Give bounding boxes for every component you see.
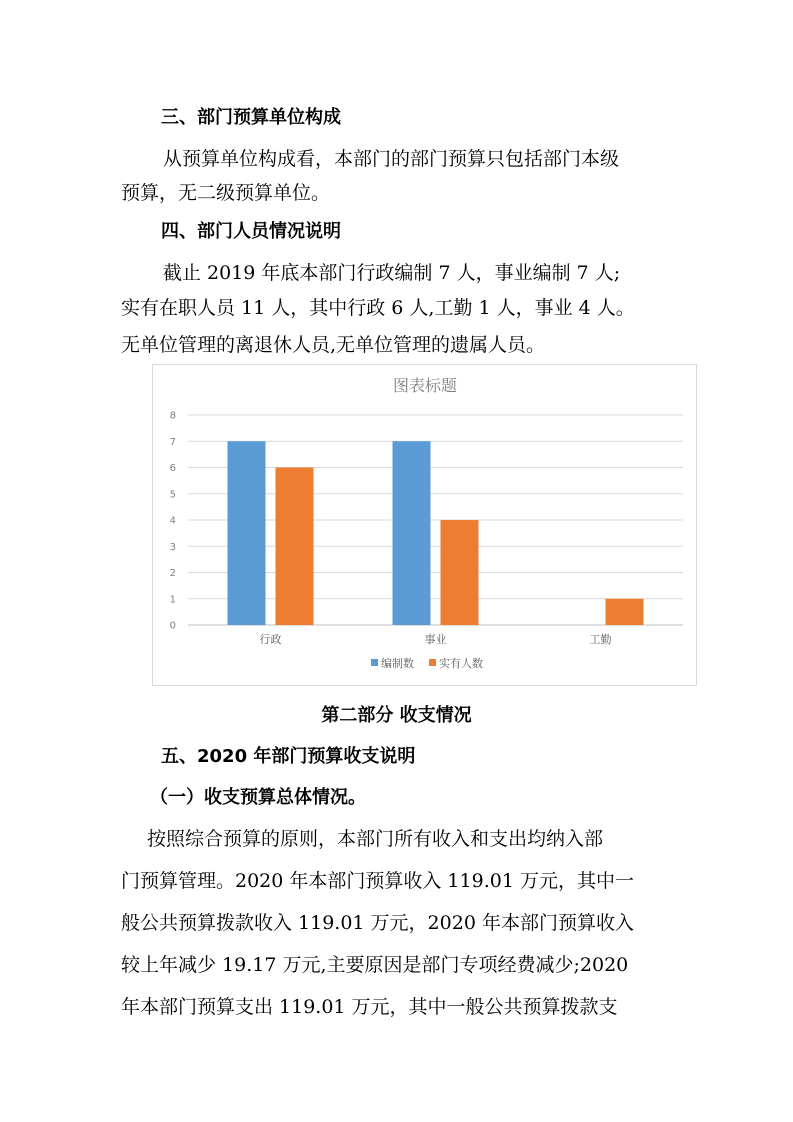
paragraph-line: 预算，无二级预算单位。 [121, 182, 331, 204]
y-tick-label: 3 [169, 541, 176, 553]
bar-actual [606, 599, 644, 625]
paragraph-line: 年本部门预算支出 119.01 万元，其中一般公共预算拨款支 [121, 996, 618, 1018]
paragraph-line: 般公共预算拨款收入 119.01 万元，2020 年本部门预算收入 [121, 912, 634, 934]
chart-canvas [153, 365, 696, 685]
legend-swatch [429, 659, 436, 666]
part-title: 第二部分 收支情况 [321, 705, 472, 726]
y-tick-label: 0 [169, 620, 176, 632]
paragraph-line: 实有在职人员 11 人，其中行政 6 人,工勤 1 人，事业 4 人。 [121, 297, 635, 319]
chart-title: 图表标题 [392, 376, 458, 395]
y-tick-label: 6 [169, 463, 176, 474]
y-tick-label: 2 [169, 568, 176, 579]
paragraph-line: 截止 2019 年底本部门行政编制 7 人，事业编制 7 人; [163, 262, 621, 284]
y-tick-label: 4 [169, 515, 176, 527]
paragraph-line: 无单位管理的离退休人员,无单位管理的遗属人员。 [121, 334, 546, 356]
bar-actual [276, 468, 314, 626]
paragraph-line: 较上年减少 19.17 万元,主要原因是部门专项经费减少;2020 [121, 954, 629, 976]
section-heading-3: 三、部门预算单位构成 [161, 107, 341, 128]
sub-heading: （一）收支预算总体情况。 [150, 787, 366, 808]
paragraph-line: 从预算单位构成看，本部门的部门预算只包括部门本级 [163, 148, 620, 170]
paragraph-line: 按照综合预算的原则，本部门所有收入和支出均纳入部 [147, 828, 604, 850]
bar-quota [393, 441, 431, 625]
y-tick-label: 7 [169, 436, 176, 448]
y-tick-label: 5 [169, 489, 176, 501]
bar-quota [228, 441, 266, 625]
section-heading-5: 五、2020 年部门预算收支说明 [161, 746, 416, 767]
legend-label: 实有人数 [439, 657, 483, 670]
paragraph-line: 门预算管理。2020 年本部门预算收入 119.01 万元，其中一 [121, 870, 634, 892]
legend-label: 编制数 [381, 657, 414, 670]
staff-chart [152, 364, 697, 686]
legend-swatch [371, 659, 378, 666]
category-label: 事业 [424, 633, 447, 646]
category-label: 行政 [259, 633, 282, 646]
bar-actual [441, 520, 479, 625]
section-heading-4: 四、部门人员情况说明 [161, 221, 341, 242]
y-tick-label: 8 [169, 410, 176, 422]
category-label: 工勤 [589, 633, 612, 646]
y-tick-label: 1 [169, 594, 176, 606]
